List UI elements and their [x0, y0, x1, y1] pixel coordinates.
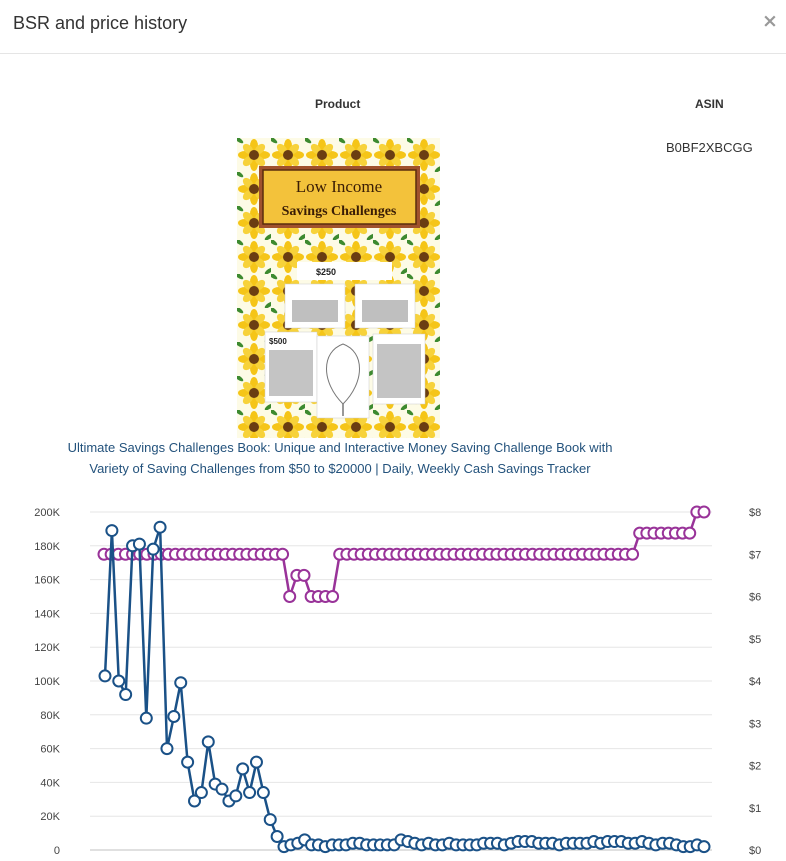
product-title-link[interactable] — [30, 437, 650, 479]
y-right-tick-label: $5 — [749, 633, 762, 646]
y-right-tick-label: $2 — [749, 760, 762, 773]
series-1-point — [627, 549, 638, 560]
column-header-product: Product — [315, 97, 361, 111]
series-0-point — [265, 814, 276, 825]
series-0-point — [203, 736, 214, 747]
series-0-point — [182, 757, 193, 768]
series-0-point — [217, 784, 228, 795]
series-1-point — [277, 549, 288, 560]
series-0-point — [100, 670, 111, 681]
y-left-tick-label: 100K — [34, 676, 60, 688]
series-0-point — [230, 790, 241, 801]
cover-caption-250: $250 — [316, 267, 337, 277]
asin-value: B0BF2XBCGG — [666, 140, 753, 155]
y-right-tick-label: $4 — [749, 676, 762, 688]
y-right-tick-label: $3 — [749, 718, 762, 731]
modal-title: BSR and price history — [13, 13, 188, 33]
y-right-tick-label: $8 — [749, 507, 762, 519]
y-left-tick-label: 0 — [53, 845, 60, 857]
y-left-tick-label: 160K — [34, 574, 60, 587]
series-0-point — [244, 787, 255, 798]
series-0-point — [106, 525, 117, 536]
series-0-point — [148, 544, 159, 555]
y-left-tick-label: 40K — [40, 777, 60, 790]
series-0-point — [134, 539, 145, 550]
series-0-point — [120, 689, 131, 700]
series-0-point — [155, 522, 166, 533]
y-left-tick-label: 20K — [40, 811, 60, 824]
series-0-point — [258, 787, 269, 798]
column-header-asin: ASIN — [695, 97, 724, 111]
cover-caption-500: $500 — [269, 337, 287, 346]
series-0-point — [251, 757, 262, 768]
y-right-tick-label: $7 — [749, 549, 762, 562]
y-right-tick-label: $6 — [749, 591, 762, 604]
y-right-tick-label: $1 — [749, 802, 762, 815]
series-1-point — [699, 507, 710, 518]
series-0-point — [113, 676, 124, 687]
y-left-tick-label: 200K — [34, 507, 60, 519]
cover-title-line1: Low Income — [295, 177, 383, 196]
series-0-point — [175, 677, 186, 688]
y-left-tick-label: 140K — [34, 608, 60, 621]
cover-title-line2: Savings Challenges — [281, 204, 397, 219]
y-right-tick-label: $0 — [749, 845, 762, 857]
close-icon[interactable]: × — [762, 10, 778, 32]
series-0-point — [141, 713, 152, 724]
y-left-tick-label: 120K — [34, 642, 60, 655]
series-1-point — [684, 528, 695, 539]
product-title-line2: Variety of Saving Challenges from $50 to $20000 | Daily, Weekly Cash Savings Tracker — [89, 461, 591, 476]
series-0-point — [161, 743, 172, 754]
product-title-line1: Ultimate Savings Challenges Book: Unique and Interactive Money Saving Challenge Book with — [67, 440, 613, 455]
series-0-point — [272, 831, 283, 842]
y-left-tick-label: 60K — [40, 743, 60, 756]
bsr-price-chart — [0, 495, 786, 861]
series-1-point — [284, 591, 295, 602]
product-cover-image[interactable] — [237, 138, 440, 438]
series-0-point — [699, 841, 710, 852]
y-left-tick-label: 80K — [40, 709, 60, 722]
series-0-point — [237, 763, 248, 774]
series-1-point — [299, 570, 310, 581]
y-left-tick-label: 180K — [34, 540, 60, 553]
modal-header — [0, 0, 786, 54]
series-1-point — [327, 591, 338, 602]
series-0-point — [168, 711, 179, 722]
series-0-point — [196, 787, 207, 798]
